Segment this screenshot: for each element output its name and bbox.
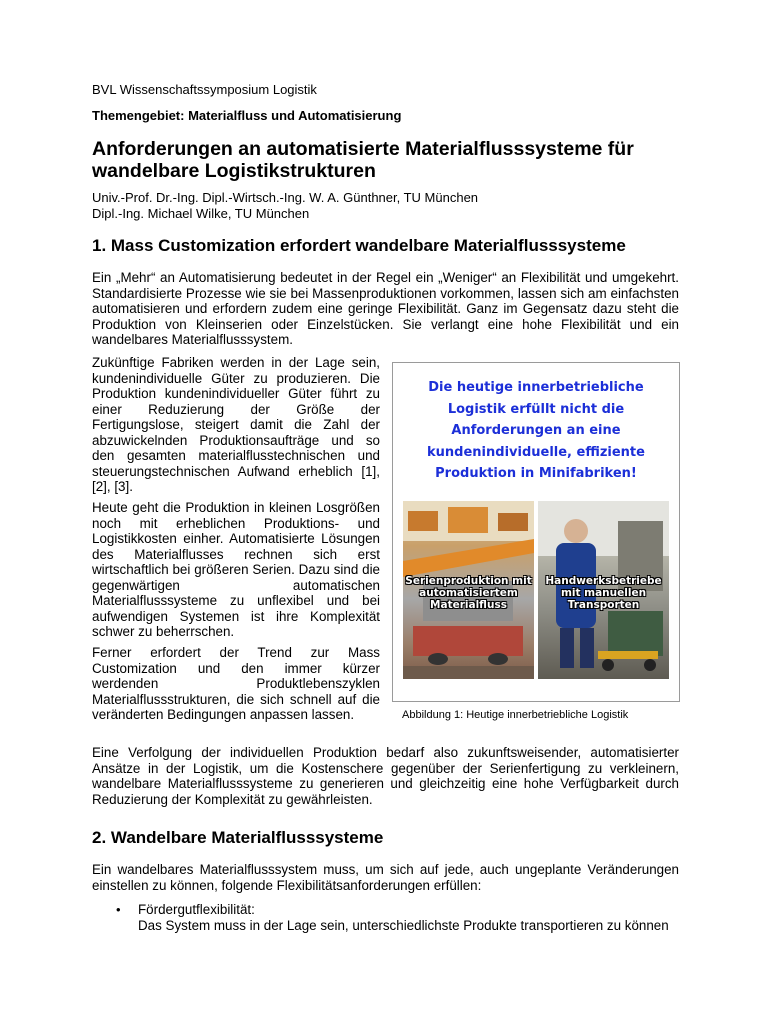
bullet-list — [116, 902, 679, 933]
right-photo-label-line: mit manuellen — [560, 587, 647, 599]
topic-line: Themengebiet: Materialfluss und Automatisierung — [92, 108, 402, 123]
conference-header: BVL Wissenschaftssymposium Logistik — [92, 82, 317, 97]
left-photo-label-line: Materialfluss — [430, 599, 507, 611]
section-2-heading: 2. Wandelbare Materialflusssysteme — [92, 828, 384, 847]
left-photo-label-line: automatisiertem — [419, 587, 518, 599]
figure-title-line: Produktion in Minifabriken! — [435, 466, 637, 481]
right-photo-label — [538, 575, 669, 611]
figure-1 — [392, 362, 680, 702]
section-2-paragraph-1: Ein wandelbares Materialflusssystem muss, um sich auf jede, auch ungeplante Veränderungen einstellen zu können, folgende Flexibilitätsanforderungen erfüllen: — [92, 862, 679, 893]
craft-workshop-photo — [538, 501, 669, 679]
left-photo-label — [403, 575, 534, 611]
figure-title — [393, 377, 679, 485]
section-1-paragraph-3: Heute geht die Produktion in kleinen Losgrößen noch mit erheblichen Produktions- und Logistikkosten einher. Automatisierte Lösungen des Materialflusses rechnen sich erst wirtschaftlich bei größeren Serien. Dazu sind die gegenwärtigen automatischen Materialflusssysteme zu unflexibel und bei aufwendigen Systemen ist ihre Komplexität schwer zu beherrschen. — [92, 500, 380, 639]
author-1: Univ.-Prof. Dr.-Ing. Dipl.-Wirtsch.-Ing. W. A. Günthner, TU München — [92, 190, 479, 205]
section-1-paragraph-4: Ferner erfordert der Trend zur Mass Customization und den immer kürzer werdenden Produktlebenszyklen Materialflussstrukturen, die sich schnell auf die veränderten Bedingungen anpassen lassen. — [92, 645, 380, 722]
paper-title: Anforderungen an automatisierte Materialflusssysteme für wandelbare Logistikstrukturen — [92, 138, 634, 182]
section-1-paragraph-2: Zukünftige Fabriken werden in der Lage sein, kundenindividuelle Güter zu produzieren. Die Produktion kundenindividueller Güter führt zu einer Reduzierung der Größe der Fertigungslose, steigert damit die Zahl der abzuwickelnden Produktionsaufträge und so den gesamten materialflusstechnischen und steuerungstechnischen Aufwand erheblich [1], [2], [3]. — [92, 355, 380, 494]
section-1-heading: 1. Mass Customization erfordert wandelbare Materialflusssysteme — [92, 236, 626, 255]
bullet-term: Fördergutflexibilität: — [138, 902, 255, 917]
bullet-marker: • — [116, 902, 121, 917]
left-photo-label-line: Serienproduktion mit — [405, 575, 532, 587]
author-list — [92, 190, 680, 221]
section-1-paragraph-1: Ein „Mehr“ an Automatisierung bedeutet in der Regel ein „Weniger“ an Flexibilität und umgekehrt. Standardisierte Prozesse wie sie bei Massenproduktionen vorkommen, lassen sich am einfachsten automatisieren und erfordern zudem eine geringe Flexibilität. Ganz im Gegensatz dazu steht die Produktion von Kleinserien oder Einzelstücken. Sie verlangt eine hohe Flexibilität und ein wandelbares Materialflusssystem. — [92, 270, 679, 347]
right-photo-label-line: Transporten — [567, 599, 640, 611]
figure-title-line: kundenindividuelle, effiziente — [427, 444, 645, 460]
bullet-description: Das System muss in der Lage sein, unterschiedlichste Produkte transportieren zu können — [138, 917, 669, 933]
list-item — [138, 902, 679, 933]
figure-title-line: Die heutige innerbetriebliche — [428, 380, 644, 395]
author-2: Dipl.-Ing. Michael Wilke, TU München — [92, 205, 310, 221]
right-photo-label-line: Handwerksbetriebe — [545, 575, 662, 587]
figure-title-line: Logistik erfüllt nicht die — [447, 401, 625, 417]
figure-caption: Abbildung 1: Heutige innerbetriebliche Logistik — [402, 709, 629, 721]
serial-production-photo — [403, 501, 534, 679]
section-1-paragraph-5: Eine Verfolgung der individuellen Produktion bedarf also zukunftsweisender, automatisierter Ansätze in der Logistik, um die Kostenschere gegenüber der Serienfertigung zu verkleinern, wandelbare Materialflusssysteme zu generieren und gleichzeitig eine hohe Verfügbarkeit durch Reduzierung der Komplexität zu gewährleisten. — [92, 745, 679, 807]
figure-title-line: Anforderungen an eine — [451, 423, 621, 438]
